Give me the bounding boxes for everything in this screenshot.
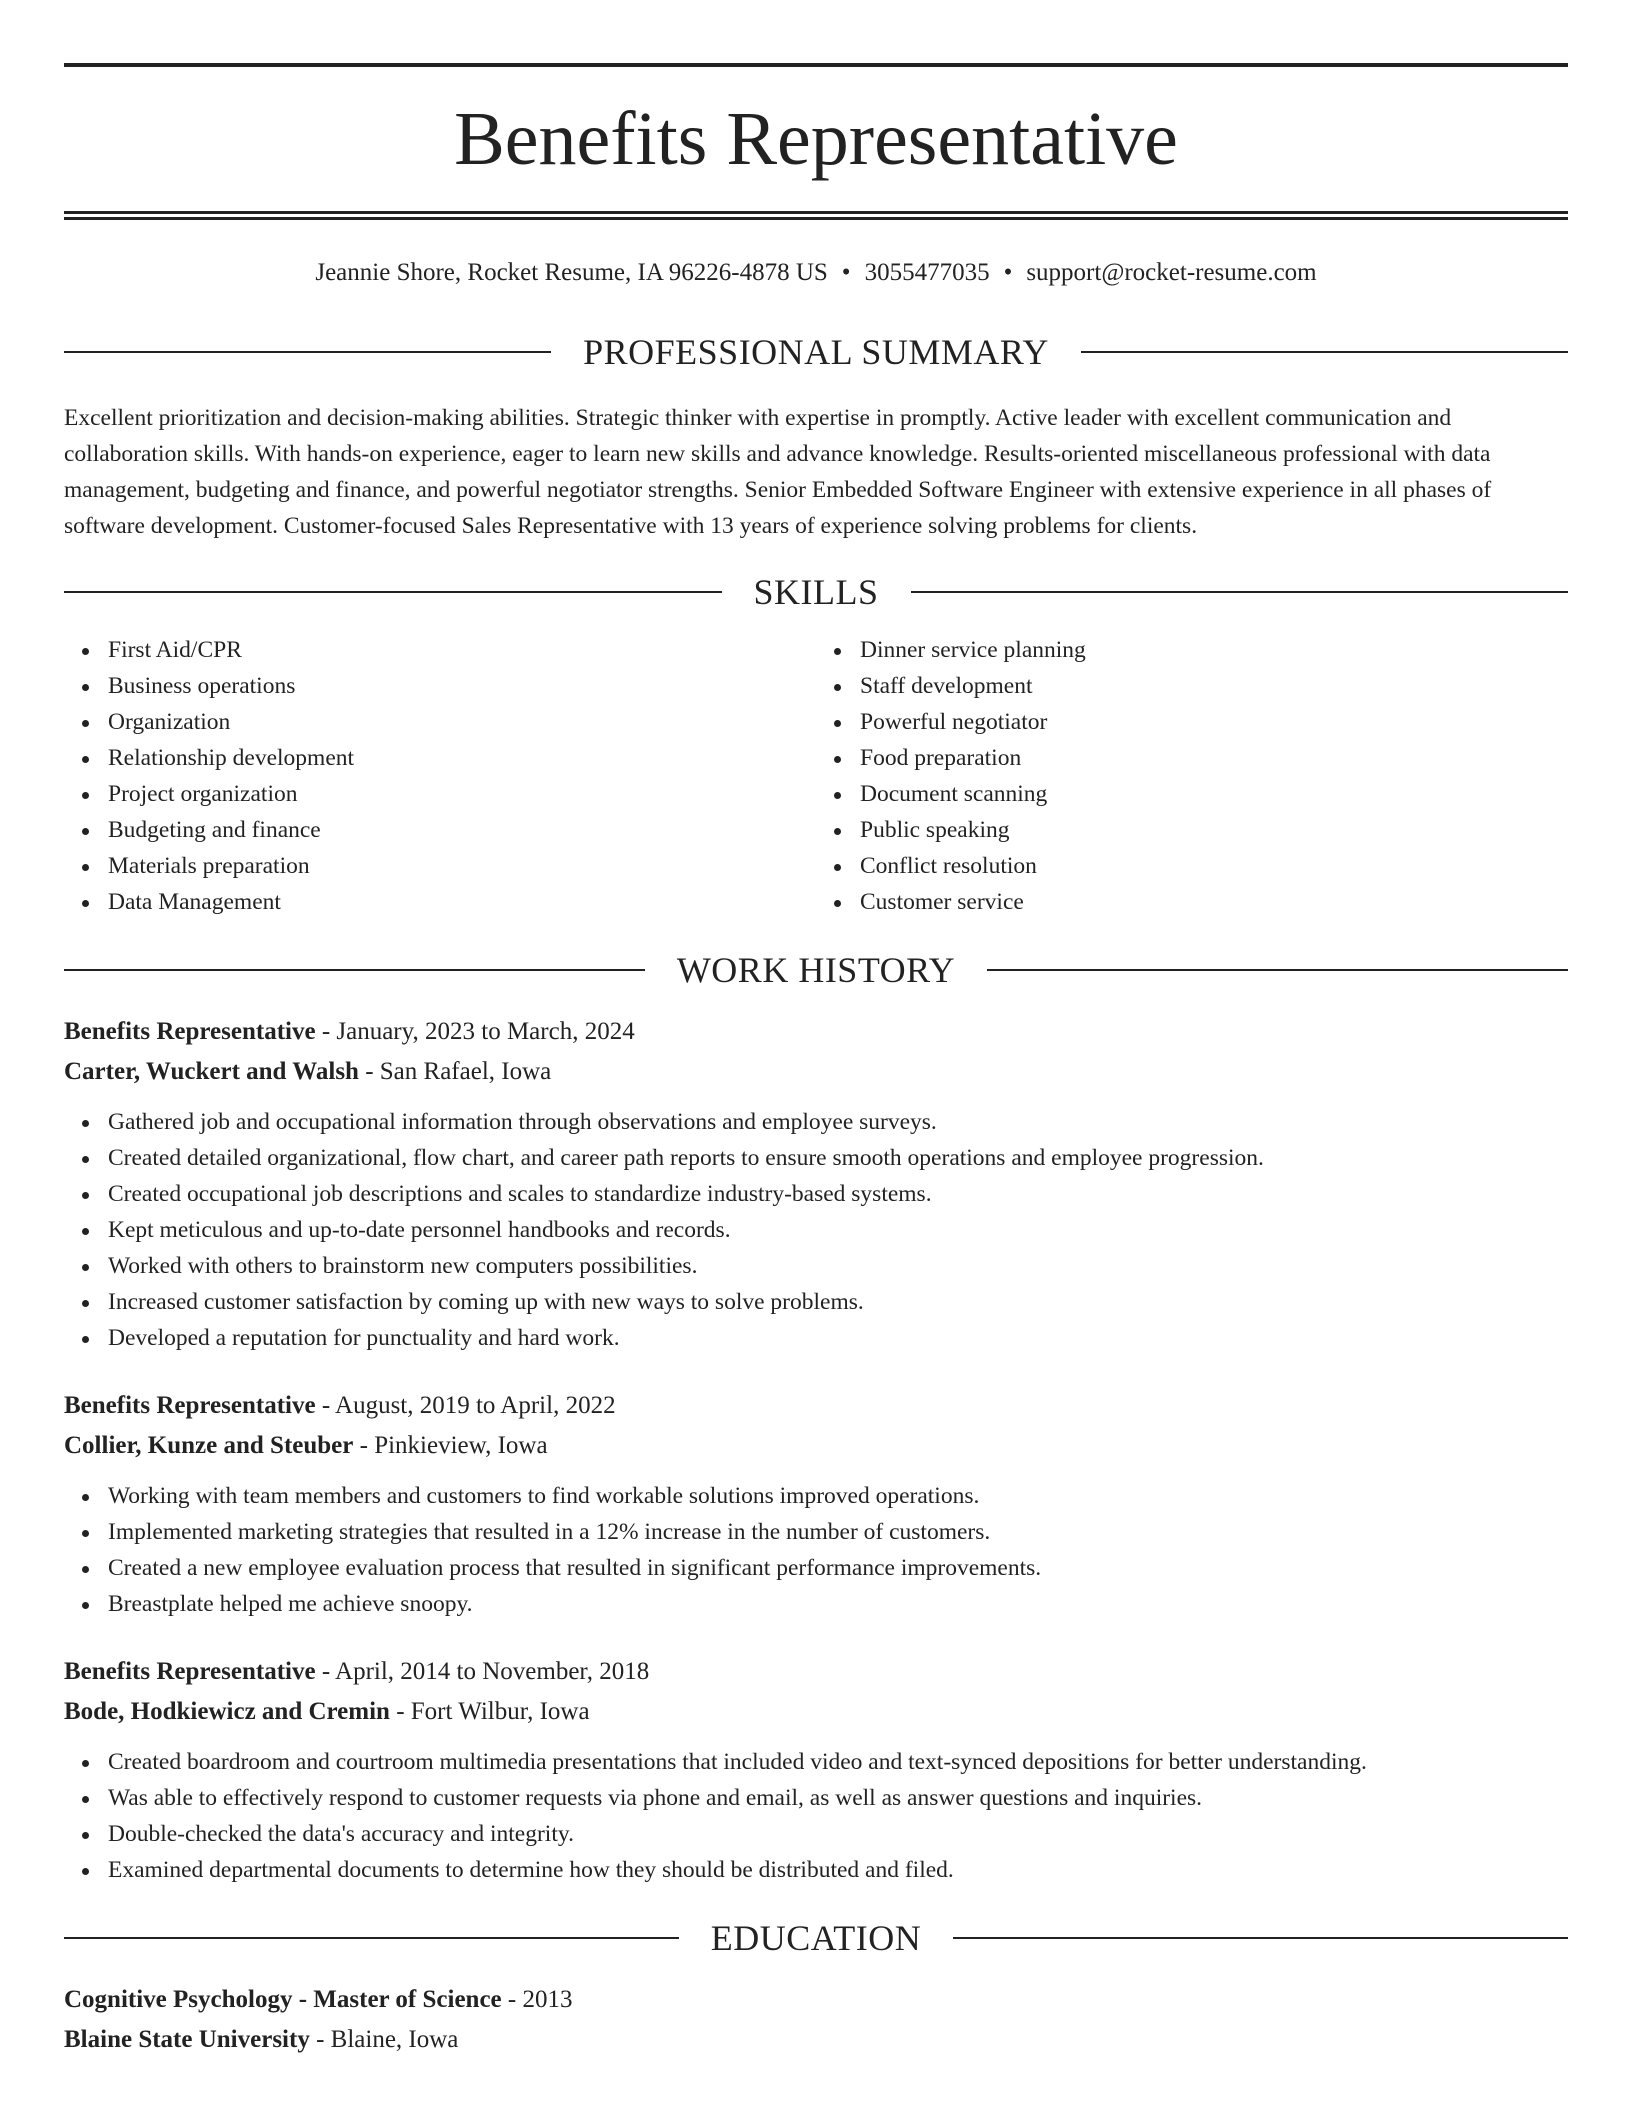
job-bullet: Was able to effectively respond to customer requests via phone and email, as well as answer questions and inquiries. — [108, 1780, 1568, 1816]
heading-rule — [953, 1937, 1568, 1939]
job-location: - Fort Wilbur, Iowa — [389, 1698, 590, 1725]
work-heading — [64, 952, 1568, 988]
job-role-line — [64, 1652, 1568, 1692]
job-bullet: Worked with others to brainstorm new computers possibilities. — [108, 1248, 1568, 1284]
job-bullets — [64, 1744, 1568, 1888]
skill-item: First Aid/CPR — [108, 632, 816, 668]
skills-right-list — [816, 632, 1568, 920]
contact-address: Jeannie Shore, Rocket Resume, IA 96226-4878 US — [315, 259, 828, 286]
job-bullet: Examined departmental documents to determine how they should be distributed and filed. — [108, 1852, 1568, 1888]
education-degree-line — [64, 1980, 1568, 2020]
job-bullets — [64, 1104, 1568, 1356]
heading-rule — [64, 591, 722, 593]
job-role: Benefits Representative — [64, 1392, 316, 1419]
job-role: Benefits Representative — [64, 1658, 316, 1685]
job-bullet: Created boardroom and courtroom multimedia presentations that included video and text-synced depositions for better understanding. — [108, 1744, 1568, 1780]
job-company-line — [64, 1426, 1568, 1466]
job-bullet: Double-checked the data's accuracy and integrity. — [108, 1816, 1568, 1852]
skills-columns — [64, 632, 1568, 920]
skill-item: Data Management — [108, 884, 816, 920]
contact-line — [64, 258, 1568, 288]
education-degree: Cognitive Psychology - Master of Science — [64, 1986, 502, 2013]
work-title: WORK HISTORY — [676, 950, 956, 990]
skill-item: Powerful negotiator — [860, 704, 1568, 740]
education-school-line — [64, 2020, 1568, 2060]
summary-heading — [64, 334, 1568, 370]
contact-separator: • — [1003, 259, 1013, 286]
contact-separator: • — [841, 259, 851, 286]
job-company-line — [64, 1692, 1568, 1732]
job-location: - Pinkieview, Iowa — [353, 1432, 548, 1459]
job-bullet: Created detailed organizational, flow chart, and career path reports to ensure smooth operations and employee progression. — [108, 1140, 1568, 1176]
heading-rule — [64, 351, 551, 353]
job-dates: - January, 2023 to March, 2024 — [315, 1018, 635, 1045]
top-rule — [64, 63, 1568, 67]
summary-text: Excellent prioritization and decision-making abilities. Strategic thinker with expertise in promptly. Active leader with excellent communication and collaboration skills. With hands-on experience, eager to learn new skills and advance knowledge. Results-oriented miscellaneous professional with data management, budgeting and finance, and powerful negotiator strengths. Senior Embedded Software Engineer with extensive experience in all phases of software development. Customer-focused Sales Representative with 13 years of experience solving problems for clients. — [64, 405, 1492, 539]
heading-rule — [911, 591, 1569, 593]
skill-item: Document scanning — [860, 776, 1568, 812]
resume-title: Benefits Representative — [454, 97, 1178, 181]
skill-item: Relationship development — [108, 740, 816, 776]
job-location: - San Rafael, Iowa — [358, 1058, 552, 1085]
skill-item: Food preparation — [860, 740, 1568, 776]
skills-left-list — [64, 632, 816, 920]
skill-item: Conflict resolution — [860, 848, 1568, 884]
job-role-line — [64, 1386, 1568, 1426]
job-entry — [64, 1386, 1568, 1622]
contact-phone: 3055477035 — [864, 259, 990, 286]
skill-item: Dinner service planning — [860, 632, 1568, 668]
job-bullet: Breastplate helped me achieve snoopy. — [108, 1586, 1568, 1622]
skill-item: Business operations — [108, 668, 816, 704]
resume-page — [64, 0, 1568, 2060]
skill-item: Public speaking — [860, 812, 1568, 848]
job-bullet: Created occupational job descriptions and scales to standardize industry-based systems. — [108, 1176, 1568, 1212]
job-bullet: Increased customer satisfaction by coming up with new ways to solve problems. — [108, 1284, 1568, 1320]
job-company-line — [64, 1052, 1568, 1092]
job-dates: - April, 2014 to November, 2018 — [315, 1658, 650, 1685]
job-bullet: Working with team members and customers to find workable solutions improved operations. — [108, 1478, 1568, 1514]
contact-email: support@rocket-resume.com — [1026, 259, 1317, 286]
education-school: Blaine State University — [64, 2026, 310, 2053]
skill-item: Budgeting and finance — [108, 812, 816, 848]
summary-title: PROFESSIONAL SUMMARY — [583, 332, 1049, 372]
job-bullet: Kept meticulous and up-to-date personnel handbooks and records. — [108, 1212, 1568, 1248]
heading-rule — [64, 969, 645, 971]
education-heading — [64, 1920, 1568, 1956]
education-title: EDUCATION — [710, 1918, 922, 1958]
education-year: - 2013 — [501, 1986, 573, 2013]
heading-rule — [987, 969, 1568, 971]
job-entry — [64, 1652, 1568, 1888]
job-company: Collier, Kunze and Steuber — [64, 1432, 354, 1459]
job-company: Carter, Wuckert and Walsh — [64, 1058, 359, 1085]
job-bullet: Gathered job and occupational information through observations and employee surveys. — [108, 1104, 1568, 1140]
job-bullet: Created a new employee evaluation process that resulted in significant performance improvements. — [108, 1550, 1568, 1586]
job-bullet: Implemented marketing strategies that resulted in a 12% increase in the number of customers. — [108, 1514, 1568, 1550]
job-company: Bode, Hodkiewicz and Cremin — [64, 1698, 390, 1725]
skill-item: Project organization — [108, 776, 816, 812]
job-role: Benefits Representative — [64, 1018, 316, 1045]
skill-item: Customer service — [860, 884, 1568, 920]
job-dates: - August, 2019 to April, 2022 — [315, 1392, 616, 1419]
job-bullets — [64, 1478, 1568, 1622]
title-double-rule — [64, 211, 1568, 220]
skill-item: Materials preparation — [108, 848, 816, 884]
skills-title: SKILLS — [753, 572, 879, 612]
education-entry — [64, 1980, 1568, 2060]
heading-rule — [1081, 351, 1568, 353]
skills-heading — [64, 574, 1568, 610]
skill-item: Organization — [108, 704, 816, 740]
job-role-line — [64, 1012, 1568, 1052]
heading-rule — [64, 1937, 679, 1939]
education-location: - Blaine, Iowa — [309, 2026, 459, 2053]
skill-item: Staff development — [860, 668, 1568, 704]
job-entry — [64, 1012, 1568, 1356]
job-bullet: Developed a reputation for punctuality and hard work. — [108, 1320, 1568, 1356]
